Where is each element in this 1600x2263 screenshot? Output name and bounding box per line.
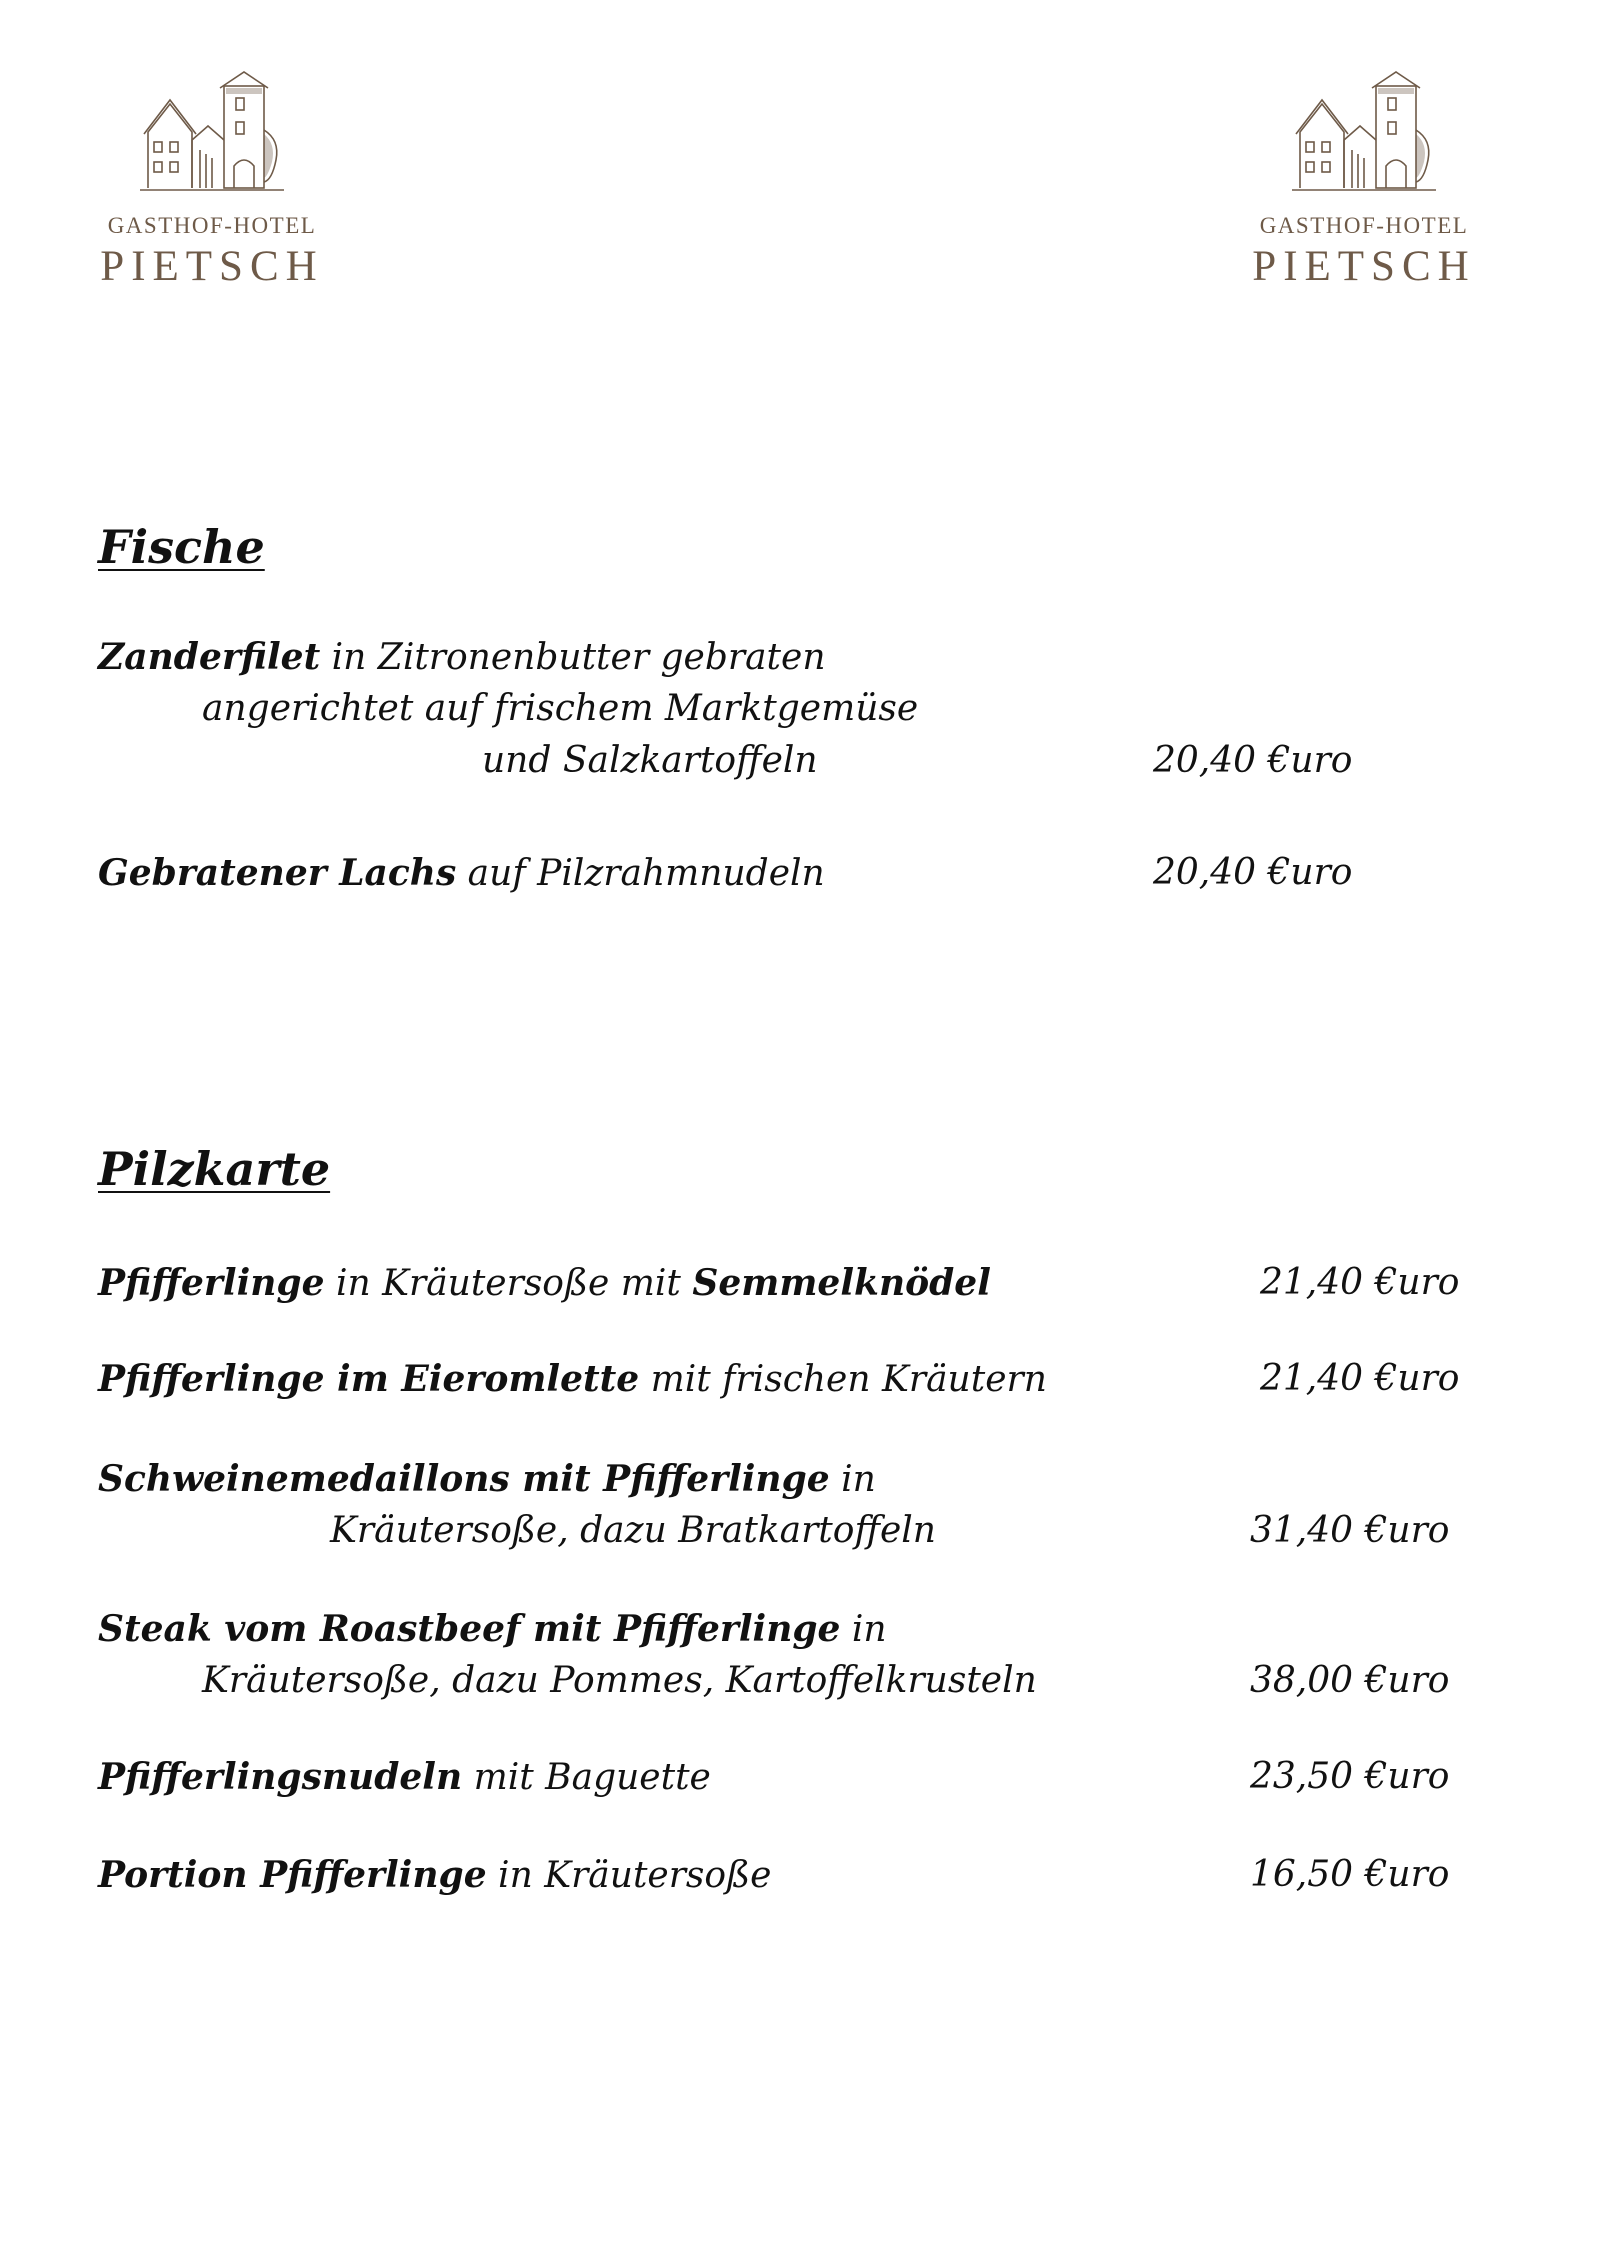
menu-item-line	[98, 1262, 991, 1304]
dish-description: angerichtet auf frischem Marktgemüse	[202, 688, 919, 729]
section-heading-pilzkarte: Pilzkarte	[98, 1142, 331, 1196]
menu-item-line	[98, 852, 825, 894]
dish-name: Pfifferlinge im Eieromlette	[98, 1358, 640, 1400]
dish-price: 23,50 €uro	[1250, 1756, 1450, 1797]
dish-description: und Salzkartoffeln	[482, 740, 818, 781]
dish-description: in	[829, 1459, 876, 1500]
menu-item-line	[98, 1756, 711, 1798]
dish-price: 16,50 €uro	[1250, 1854, 1450, 1895]
dish-name: Pfifferlinge	[98, 1262, 325, 1304]
dish-description: Kräutersoße, dazu Bratkartoffeln	[330, 1510, 936, 1551]
dish-description: in	[840, 1609, 887, 1650]
menu-item-line	[98, 636, 826, 678]
dish-description: in Kräutersoße mit	[324, 1263, 693, 1304]
dish-price: 38,00 €uro	[1250, 1660, 1450, 1701]
dish-name-side: Semmelknödel	[692, 1262, 991, 1304]
menu-item-line	[98, 1358, 1047, 1400]
dish-price: 21,40 €uro	[1260, 1358, 1460, 1399]
dish-description: auf Pilzrahmnudeln	[456, 853, 825, 894]
dish-description: Kräutersoße, dazu Pommes, Kartoffelkrusteln	[202, 1660, 1037, 1701]
town-gate-icon	[140, 70, 284, 200]
dish-price: 20,40 €uro	[1153, 852, 1353, 893]
dish-price: 31,40 €uro	[1250, 1510, 1450, 1551]
logo-subtitle: GASTHOF-HOTEL	[1259, 213, 1469, 238]
dish-description: mit frischen Kräutern	[639, 1359, 1047, 1400]
menu-item-line	[98, 1458, 876, 1500]
logo-name: PIETSCH	[1252, 243, 1476, 290]
dish-price: 21,40 €uro	[1260, 1262, 1460, 1303]
dish-name: Schweinemedaillons mit Pfifferlinge	[98, 1458, 830, 1500]
logo-name: PIETSCH	[100, 243, 324, 290]
dish-description: in Zitronenbutter gebraten	[320, 637, 826, 678]
dish-price: 20,40 €uro	[1153, 740, 1353, 781]
hotel-logo-right	[1234, 70, 1494, 300]
town-gate-icon	[1292, 70, 1436, 200]
dish-name: Steak vom Roastbeef mit Pfifferlinge	[98, 1608, 841, 1650]
menu-item-line	[98, 1854, 771, 1896]
menu-item-line	[98, 1608, 887, 1650]
section-heading-fische: Fische	[98, 520, 265, 574]
dish-description: mit Baguette	[462, 1757, 711, 1798]
dish-name: Gebratener Lachs	[98, 852, 457, 894]
dish-description: in Kräutersoße	[486, 1855, 772, 1896]
dish-name: Zanderfilet	[98, 636, 321, 678]
dish-name: Pfifferlingsnudeln	[98, 1756, 463, 1798]
dish-name: Portion Pfifferlinge	[98, 1854, 487, 1896]
logo-subtitle: GASTHOF-HOTEL	[107, 213, 317, 238]
hotel-logo-left	[82, 70, 342, 300]
